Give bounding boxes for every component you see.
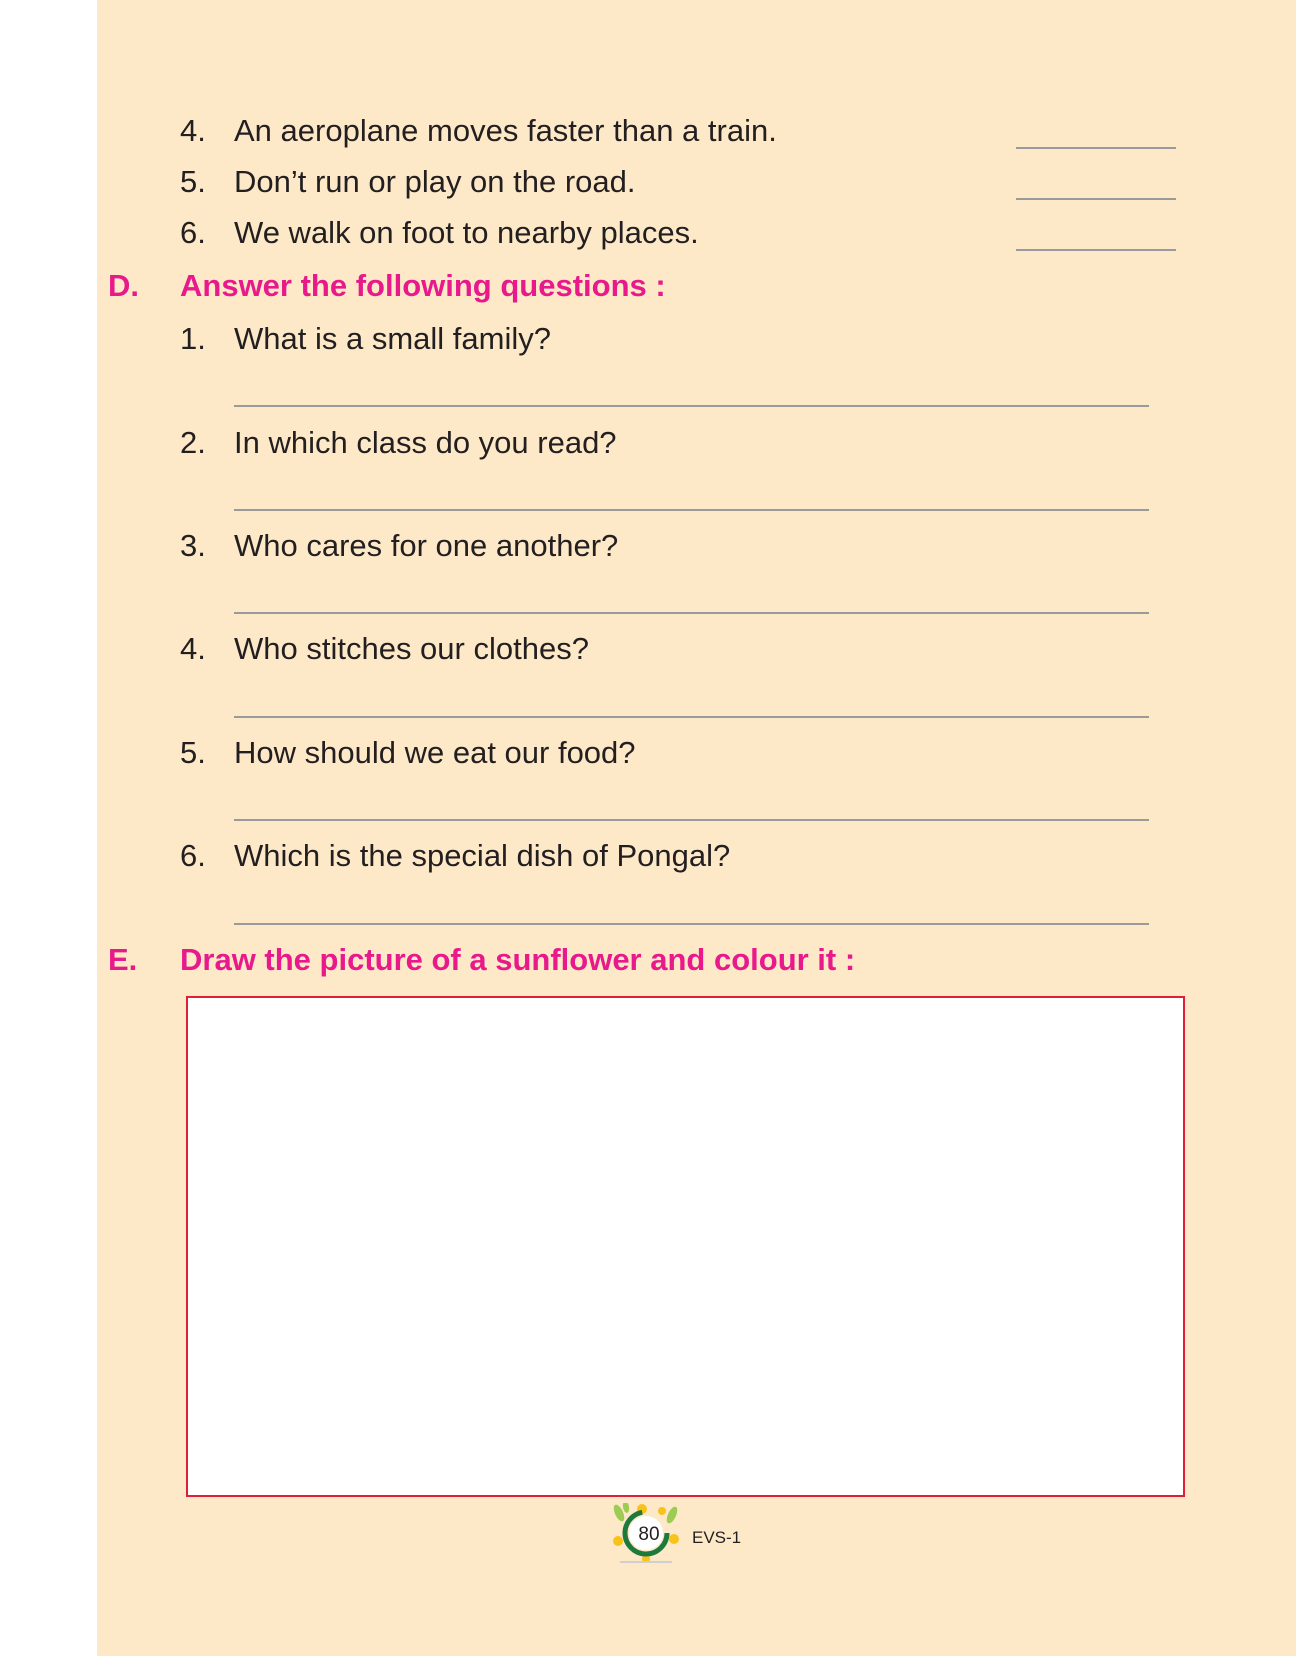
question-text: In which class do you read? (234, 425, 617, 460)
statement-row (180, 109, 1180, 153)
statement-number: 6. (180, 215, 206, 250)
question-number: 6. (180, 838, 206, 873)
answer-blank[interactable] (1016, 147, 1176, 149)
page-number: 80 (638, 1524, 660, 1545)
answer-blank[interactable] (1016, 198, 1176, 200)
question-text: How should we eat our food? (234, 735, 636, 770)
answer-line[interactable] (234, 923, 1149, 925)
statement-text: Don’t run or play on the road. (234, 164, 636, 199)
question-row (180, 524, 1180, 568)
section-d-heading (0, 264, 1296, 308)
question-number: 2. (180, 425, 206, 460)
section-letter: E. (108, 942, 138, 977)
section-title: Answer the following questions : (180, 268, 666, 303)
drawing-box[interactable] (186, 996, 1185, 1497)
section-title: Draw the picture of a sunflower and colour it : (180, 942, 856, 977)
question-row (180, 731, 1180, 775)
statement-text: An aeroplane moves faster than a train. (234, 113, 777, 148)
statement-row (180, 160, 1180, 204)
statement-text: We walk on foot to nearby places. (234, 215, 699, 250)
question-row (180, 421, 1180, 465)
statement-number: 5. (180, 164, 206, 199)
section-e-heading (0, 938, 1296, 982)
answer-line[interactable] (234, 405, 1149, 407)
question-number: 5. (180, 735, 206, 770)
question-row (180, 317, 1180, 361)
answer-line[interactable] (234, 819, 1149, 821)
section-letter: D. (108, 268, 139, 303)
question-text: What is a small family? (234, 321, 551, 356)
question-row (180, 627, 1180, 671)
question-number: 3. (180, 528, 206, 563)
question-number: 1. (180, 321, 206, 356)
answer-blank[interactable] (1016, 249, 1176, 251)
statement-row (180, 211, 1180, 255)
question-number: 4. (180, 631, 206, 666)
answer-line[interactable] (234, 612, 1149, 614)
question-text: Which is the special dish of Pongal? (234, 838, 731, 873)
question-text: Who stitches our clothes? (234, 631, 589, 666)
answer-line[interactable] (234, 716, 1149, 718)
question-row (180, 834, 1180, 878)
answer-line[interactable] (234, 509, 1149, 511)
question-text: Who cares for one another? (234, 528, 619, 563)
book-code: EVS-1 (692, 1528, 742, 1547)
statement-number: 4. (180, 113, 206, 148)
